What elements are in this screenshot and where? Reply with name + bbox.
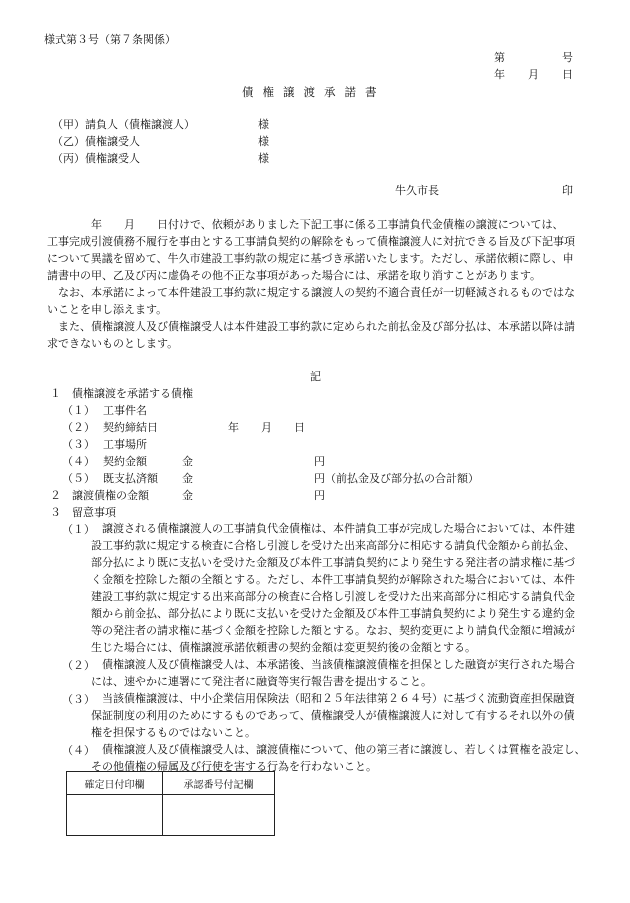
intro-line: 求できないものとします。 bbox=[47, 337, 179, 350]
section2-en: 円 bbox=[314, 489, 325, 502]
party-hei-label: （丙）債権譲受人 bbox=[52, 152, 140, 165]
note-line: 生じた場合には、債権譲渡承諾依頼書の契約金額は変更契約後の金額とする。 bbox=[91, 641, 476, 654]
item4-label: 契約金額 bbox=[103, 455, 147, 468]
intro-line: について異議を留めて、牛久市建設工事約款の規定に基づき承諾いたします。ただし、承諾依頼に際し、申 bbox=[47, 252, 574, 265]
item2-no: （２） bbox=[62, 421, 95, 434]
item2-date: 年 月 日 bbox=[228, 421, 305, 434]
document-title: 債 権 譲 渡 承 諾 書 bbox=[242, 85, 377, 99]
note1-text bbox=[91, 520, 575, 656]
note-line: 譲渡される債権譲渡人の工事請負代金債権は、本件請負工事が完成した場合においては、本件建 bbox=[102, 522, 575, 535]
note-line: 保証制度の利用のためにするものであって、債権譲受人が債権譲渡人に対して有するそれ以外の債 bbox=[91, 709, 575, 722]
item5-kin: 金 bbox=[182, 472, 193, 485]
party-ko-sama: 様 bbox=[258, 118, 269, 131]
note-line: 等の発注者の請求権に基づく金額を控除した額とする。なお、契約変更により請負代金額に増減が bbox=[91, 624, 575, 637]
item4-en: 円 bbox=[314, 455, 325, 468]
note-line: 設工事約款に規定する検査に合格し引渡しを受けた出来高部分に相応する請負代金額から前払金、 bbox=[91, 539, 575, 552]
approval-number-cell[interactable] bbox=[163, 795, 275, 836]
note-line: 債権譲渡人及び債権譲受人は、譲渡債権について、他の第三者に譲渡し、若しくは質権を設定し、 bbox=[102, 743, 586, 756]
approval-number-header: 承認番号付記欄 bbox=[163, 772, 275, 795]
section3-heading: ３ 留意事項 bbox=[50, 506, 116, 519]
note-line: く金額を控除した額の全額とする。ただし、本件工事請負契約が解除された場合においては、本件 bbox=[91, 573, 575, 586]
item4-kin: 金 bbox=[182, 455, 193, 468]
intro-paragraph bbox=[47, 216, 575, 352]
issuer-name: 牛久市長 bbox=[395, 184, 439, 197]
item1-no: （１） bbox=[62, 404, 95, 417]
item3-label: 工事場所 bbox=[103, 438, 147, 451]
item3-no: （３） bbox=[62, 438, 95, 451]
note-line: 部分払により既に支払いを受けた金額及び本件工事請負契約により発生する発注者の請求権に基づ bbox=[91, 556, 575, 569]
number-go: 号 bbox=[562, 51, 573, 64]
item4-no: （４） bbox=[62, 455, 95, 468]
note-line: 債権譲渡人及び債権譲受人は、本承諾後、当該債権譲渡債権を担保とした融資が実行された場合 bbox=[102, 658, 575, 671]
note-line: 当該債権譲渡は、中小企業信用保険法（昭和２５年法律第２６４号）に基づく流動資産担保融資 bbox=[102, 692, 575, 705]
section1-heading: １ 債権譲渡を承諾する債権 bbox=[50, 387, 193, 400]
item5-label: 既支払済額 bbox=[103, 472, 158, 485]
note3-no: （３） bbox=[62, 693, 95, 706]
intro-line: 工事完成引渡債務不履行を事由とする工事請負契約の解除をもって債権譲渡人に対抗できる旨及び下記事項 bbox=[47, 235, 575, 248]
note2-text bbox=[91, 656, 575, 690]
intro-line: また、債権譲渡人及び債権譲受人は本件建設工事約款に定められた前払金及び部分払は、本承諾以降は請 bbox=[47, 320, 575, 333]
note1-no: （１） bbox=[62, 523, 95, 536]
party-otsu-sama: 様 bbox=[258, 135, 269, 148]
intro-line: 年 月 日付けで、依頼がありました下記工事に係る工事請負代金債権の譲渡については、 bbox=[47, 218, 564, 231]
intro-line: いことを申し添えます。 bbox=[47, 303, 168, 316]
date-day: 日 bbox=[562, 68, 573, 81]
item5-en: 円（前払金及び部分払の合計額） bbox=[314, 472, 479, 485]
issuer-seal: 印 bbox=[562, 184, 573, 197]
item2-label: 契約締結日 bbox=[103, 421, 158, 434]
note-line: には、速やかに連署にて発注者に融資等実行報告書を提出すること。 bbox=[91, 675, 432, 688]
note4-no: （４） bbox=[62, 744, 95, 757]
note-line: 権を担保するものではないこと。 bbox=[91, 726, 256, 739]
item5-no: （５） bbox=[62, 472, 95, 485]
ki-heading: 記 bbox=[310, 370, 321, 383]
intro-line: なお、本承諾によって本件建設工事約款に規定する譲渡人の契約不適合責任が一切軽減されるものではな bbox=[47, 286, 575, 299]
party-otsu-label: （乙）債権譲受人 bbox=[52, 135, 140, 148]
item1-label: 工事件名 bbox=[103, 404, 147, 417]
date-month: 月 bbox=[528, 68, 539, 81]
party-ko-label: （甲）請負人（債権譲渡人） bbox=[52, 118, 195, 131]
date-year: 年 bbox=[494, 68, 505, 81]
date-stamp-cell[interactable] bbox=[67, 795, 163, 836]
form-number: 様式第３号（第７条関係） bbox=[44, 33, 176, 46]
note4-text bbox=[91, 741, 586, 775]
intro-line: 請書中の甲、乙及び丙に虚偽その他不正な事項があった場合には、承諾を取り消すことがあります。 bbox=[47, 269, 542, 282]
section2-heading: ２ 譲渡債権の金額 bbox=[50, 489, 149, 502]
note-line: その他債権の帰属及び行使を害する行為を行わないこと。 bbox=[91, 760, 377, 773]
note-line: 建設工事約款に規定する出来高部分の検査に合格し引渡しを受けた出来高部分に相応する請負代金 bbox=[91, 590, 575, 603]
note3-text bbox=[91, 690, 575, 741]
stamp-table bbox=[66, 771, 275, 836]
section2-kin: 金 bbox=[182, 489, 193, 502]
date-stamp-header: 確定日付印欄 bbox=[67, 772, 163, 795]
number-dai: 第 bbox=[494, 51, 505, 64]
note-line: 額から前金払、部分払により既に支払いを受けた金額及び本件工事請負契約により発生する違約金 bbox=[91, 607, 575, 620]
note2-no: （２） bbox=[62, 659, 95, 672]
party-hei-sama: 様 bbox=[258, 152, 269, 165]
